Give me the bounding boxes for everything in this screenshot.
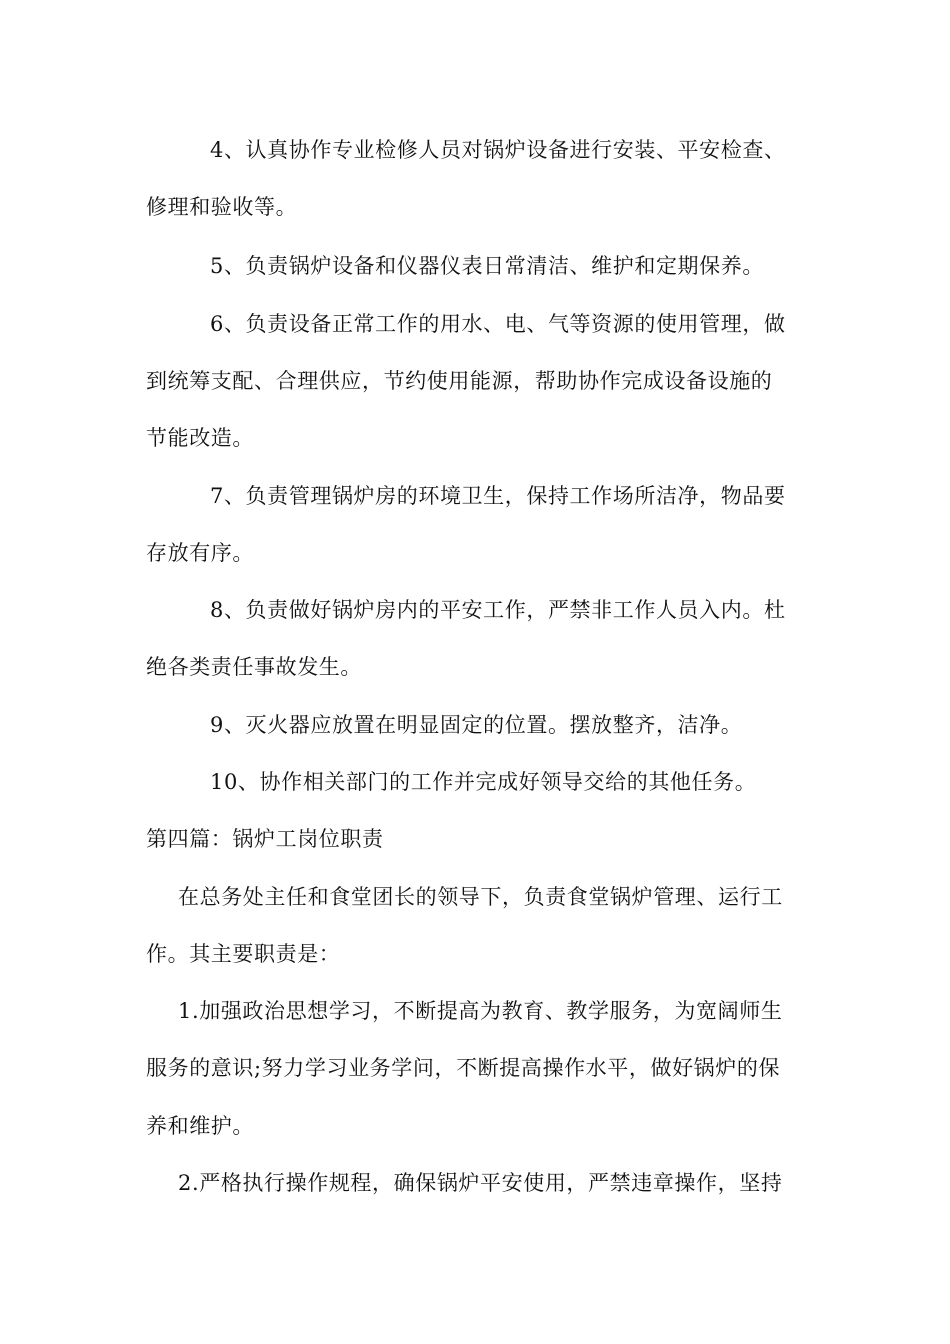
- paragraph-line: 绝各类责任事故发生。: [146, 655, 362, 679]
- paragraph-line: 存放有序。: [146, 541, 254, 565]
- paragraph-line: 10、协作相关部门的工作并完成好领导交给的其他任务。: [210, 770, 757, 794]
- paragraph-line: 1.加强政治思想学习，不断提高为教育、教学服务，为宽阔师生: [178, 999, 783, 1023]
- paragraph-line: 节能改造。: [146, 426, 254, 450]
- paragraph-line: 4、认真协作专业检修人员对锅炉设备进行安装、平安检查、: [210, 138, 786, 162]
- paragraph-line: 服务的意识;努力学习业务学问，不断提高操作水平，做好锅炉的保: [146, 1056, 781, 1080]
- paragraph-line: 8、负责做好锅炉房内的平安工作，严禁非工作人员入内。杜: [210, 598, 786, 622]
- paragraph-line: 2.严格执行操作规程，确保锅炉平安使用，严禁违章操作，坚持: [178, 1171, 783, 1195]
- paragraph-line: 5、负责锅炉设备和仪器仪表日常清洁、维护和定期保养。: [210, 254, 764, 278]
- paragraph-line: 7、负责管理锅炉房的环境卫生，保持工作场所洁净，物品要: [210, 484, 786, 508]
- paragraph-line: 养和维护。: [146, 1114, 254, 1138]
- paragraph-line: 修理和验收等。: [146, 195, 298, 219]
- paragraph-line: 6、负责设备正常工作的用水、电、气等资源的使用管理，做: [210, 312, 786, 336]
- section-heading: 第四篇：锅炉工岗位职责: [146, 827, 384, 851]
- paragraph-line: 到统筹支配、合理供应，节约使用能源，帮助协作完成设备设施的: [146, 369, 773, 393]
- paragraph-line: 作。其主要职责是：: [146, 942, 341, 966]
- paragraph-line: 9、灭火器应放置在明显固定的位置。摆放整齐，洁净。: [210, 713, 743, 737]
- paragraph-line: 在总务处主任和食堂团长的领导下，负责食堂锅炉管理、运行工: [178, 885, 783, 909]
